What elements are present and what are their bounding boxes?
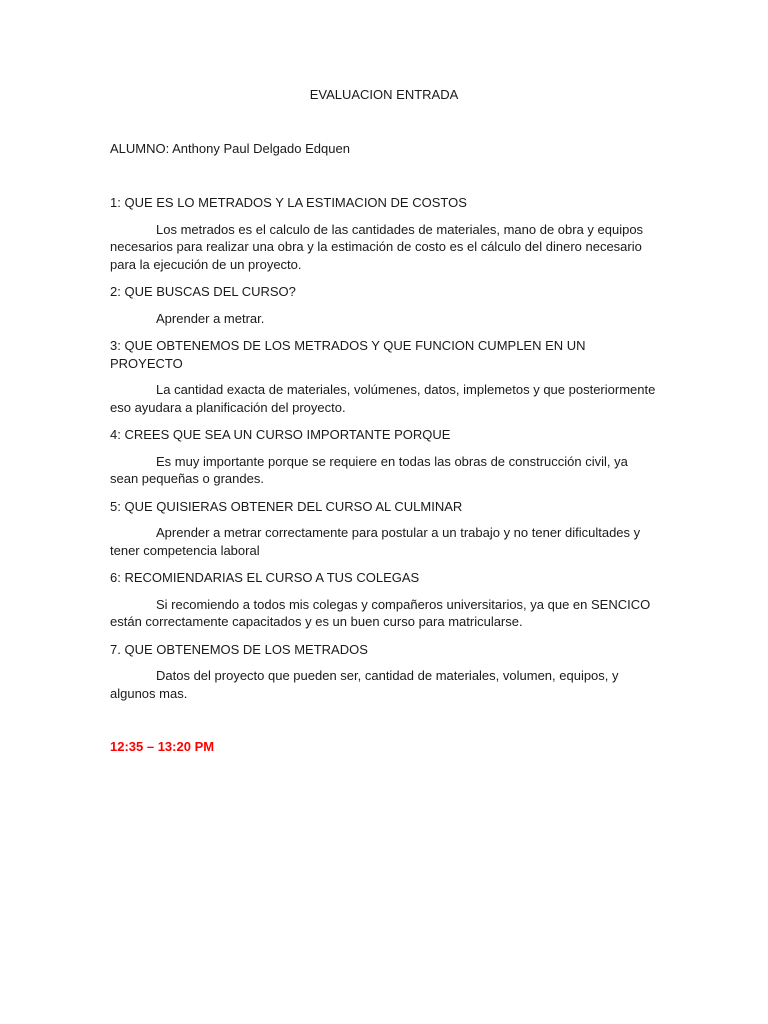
qa-item-3	[110, 337, 658, 416]
qa-item-6	[110, 569, 658, 631]
question-2: 2: QUE BUSCAS DEL CURSO?	[110, 284, 296, 299]
answer-3: La cantidad exacta de materiales, volúmenes, datos, implemetos y que posteriormente eso ayudara a planificación del proyecto.	[110, 382, 656, 415]
qa-item-1	[110, 194, 658, 273]
question-1: 1: QUE ES LO METRADOS Y LA ESTIMACION DE COSTOS	[110, 195, 467, 210]
question-6: 6: RECOMIENDARIAS EL CURSO A TUS COLEGAS	[110, 570, 420, 585]
question-5: 5: QUE QUISIERAS OBTENER DEL CURSO AL CULMINAR	[110, 498, 463, 514]
document-title: EVALUACION ENTRADA	[309, 87, 459, 102]
question-4: 4: CREES QUE SEA UN CURSO IMPORTANTE PORQUE	[110, 427, 451, 442]
answer-2: Aprender a metrar.	[156, 310, 265, 326]
qa-item-7	[110, 641, 658, 703]
answer-6: Si recomiendo a todos mis colegas y compañeros universitarios, ya que en SENCICO están correctamente capacitados y es un buen curso para matricularse.	[110, 596, 651, 629]
answer-7: Datos del proyecto que pueden ser, cantidad de materiales, volumen, equipos, y algunos mas.	[110, 668, 619, 701]
document-body	[110, 86, 658, 756]
student-name-line: ALUMNO: Anthony Paul Delgado Edquen	[110, 140, 350, 156]
qa-item-2	[110, 283, 658, 327]
time-range: 12:35 – 13:20 PM	[110, 739, 215, 754]
answer-1: Los metrados es el calculo de las cantidades de materiales, mano de obra y equipos necesarios para realizar una obra y la estimación de costo es el cálculo del dinero necesario para la ejecución de un proyecto.	[110, 221, 644, 272]
qa-item-4	[110, 426, 658, 488]
qa-item-5	[110, 498, 658, 560]
question-3: 3: QUE OBTENEMOS DE LOS METRADOS Y QUE FUNCION CUMPLEN EN UN PROYECTO	[110, 338, 586, 371]
answer-4: Es muy importante porque se requiere en todas las obras de construcción civil, ya sean pequeñas o grandes.	[110, 453, 628, 486]
question-7: 7. QUE OBTENEMOS DE LOS METRADOS	[110, 641, 368, 657]
answer-5: Aprender a metrar correctamente para postular a un trabajo y no tener dificultades y tener competencia laboral	[110, 525, 641, 558]
question-answer-list	[110, 194, 658, 702]
